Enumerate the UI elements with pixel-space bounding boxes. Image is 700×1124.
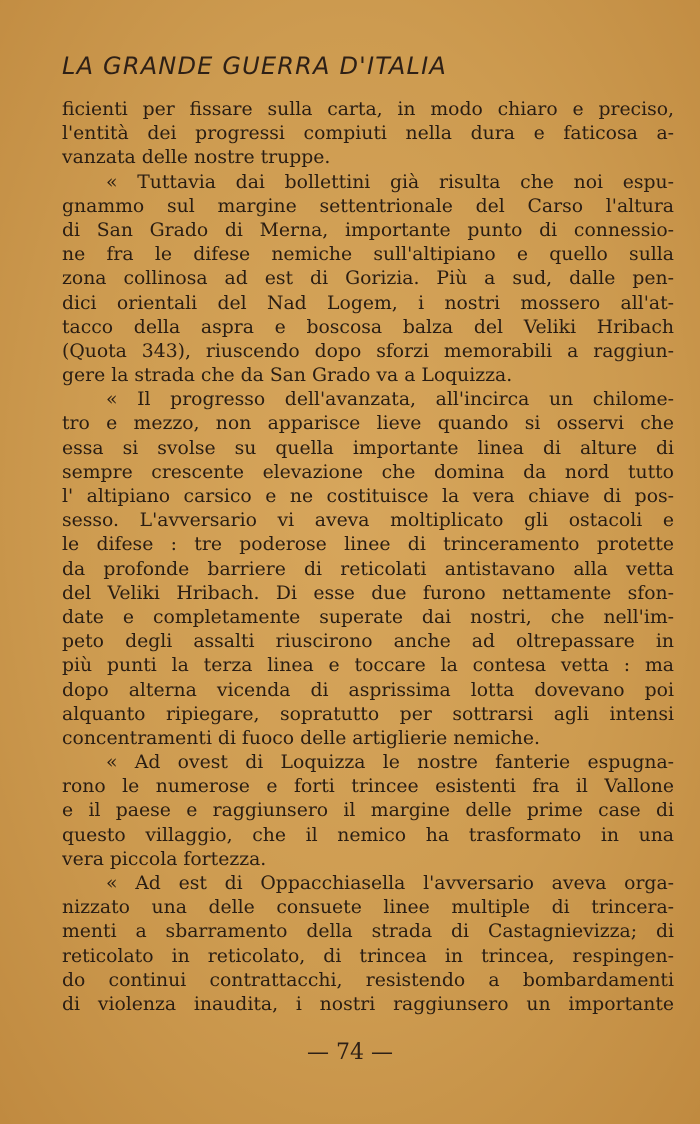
- text-line: l'entità dei progressi compiuti nella dura e faticosa a-: [62, 123, 674, 145]
- text-line: nizzato una delle consuete linee multiple di trincera-: [62, 897, 674, 919]
- text-line: vanzata delle nostre truppe.: [62, 147, 331, 169]
- text-line: alquanto ripiegare, sopratutto per sottrarsi agli intensi: [62, 703, 674, 725]
- text-line: « Tuttavia dai bollettini già risulta che noi espu-: [106, 171, 674, 193]
- text-line: più punti la terza linea e toccare la contesa vetta : ma: [62, 655, 674, 677]
- text-line: questo villaggio, che il nemico ha trasformato in una: [62, 824, 674, 846]
- text-line: tro e mezzo, non apparisce lieve quando si osservi che: [62, 413, 674, 435]
- text-line: del Veliki Hribach. Di esse due furono nettamente sfon-: [62, 582, 674, 604]
- text-line: concentramenti di fuoco delle artiglierie nemiche.: [62, 727, 540, 749]
- text-line: peto degli assalti riuscirono anche ad oltrepassare in: [62, 631, 674, 653]
- text-line: menti a sbarramento della strada di Castagnievizza; di: [62, 921, 674, 943]
- text-line: da profonde barriere di reticolati antistavano alla vetta: [62, 558, 674, 580]
- body-text: [62, 98, 674, 1017]
- text-line: vera piccola fortezza.: [62, 848, 267, 870]
- text-line: do continui contrattacchi, resistendo a bombardamenti: [62, 969, 674, 991]
- text-line: tacco della aspra e boscosa balza del Veliki Hribach: [62, 316, 674, 338]
- page-number: — 74 —: [307, 1040, 393, 1065]
- text-line: dici orientali del Nad Logem, i nostri mossero all'at-: [62, 292, 674, 314]
- text-line: gnammo sul margine settentrionale del Carso l'altura: [62, 195, 674, 217]
- text-line: di violenza inaudita, i nostri raggiunsero un importante: [62, 993, 674, 1015]
- text-line: di San Grado di Merna, importante punto di connessio-: [62, 219, 674, 241]
- text-line: ficienti per fissare sulla carta, in modo chiaro e preciso,: [62, 99, 674, 120]
- text-line: le difese : tre poderose linee di trinceramento protette: [62, 534, 674, 556]
- text-line: dopo alterna vicenda di asprissima lotta dovevano poi: [62, 679, 674, 701]
- text-line: essa si svolse su quella importante linea di alture di: [62, 437, 674, 459]
- text-line: (Quota 343), riuscendo dopo sforzi memorabili a raggiun-: [62, 340, 674, 362]
- text-line: sesso. L'avversario vi aveva moltiplicato gli ostacoli e: [62, 510, 674, 532]
- text-line: « Ad ovest di Loquizza le nostre fanterie espugna-: [106, 752, 674, 774]
- text-line: « Il progresso dell'avanzata, all'incirca un chilome-: [106, 389, 674, 411]
- text-line: « Ad est di Oppacchiasella l'avversario aveva orga-: [106, 873, 674, 894]
- text-line: date e completamente superate dai nostri, che nell'im-: [62, 606, 674, 628]
- text-line: l' altipiano carsico e ne costituisce la vera chiave di pos-: [62, 486, 674, 507]
- text-line: e il paese e raggiunsero il margine delle prime case di: [62, 800, 674, 822]
- running-title: LA GRANDE GUERRA D'ITALIA: [62, 52, 447, 80]
- text-line: ne fra le difese nemiche sull'altipiano e quello sulla: [62, 244, 674, 266]
- text-line: sempre crescente elevazione che domina da nord tutto: [62, 461, 674, 483]
- text-line: zona collinosa ad est di Gorizia. Più a sud, dalle pen-: [62, 268, 674, 290]
- text-line: reticolato in reticolato, di trincea in trincea, respingen-: [62, 945, 674, 967]
- text-line: rono le numerose e forti trincee esistenti fra il Vallone: [62, 776, 674, 798]
- text-line: gere la strada che da San Grado va a Loquizza.: [62, 365, 513, 387]
